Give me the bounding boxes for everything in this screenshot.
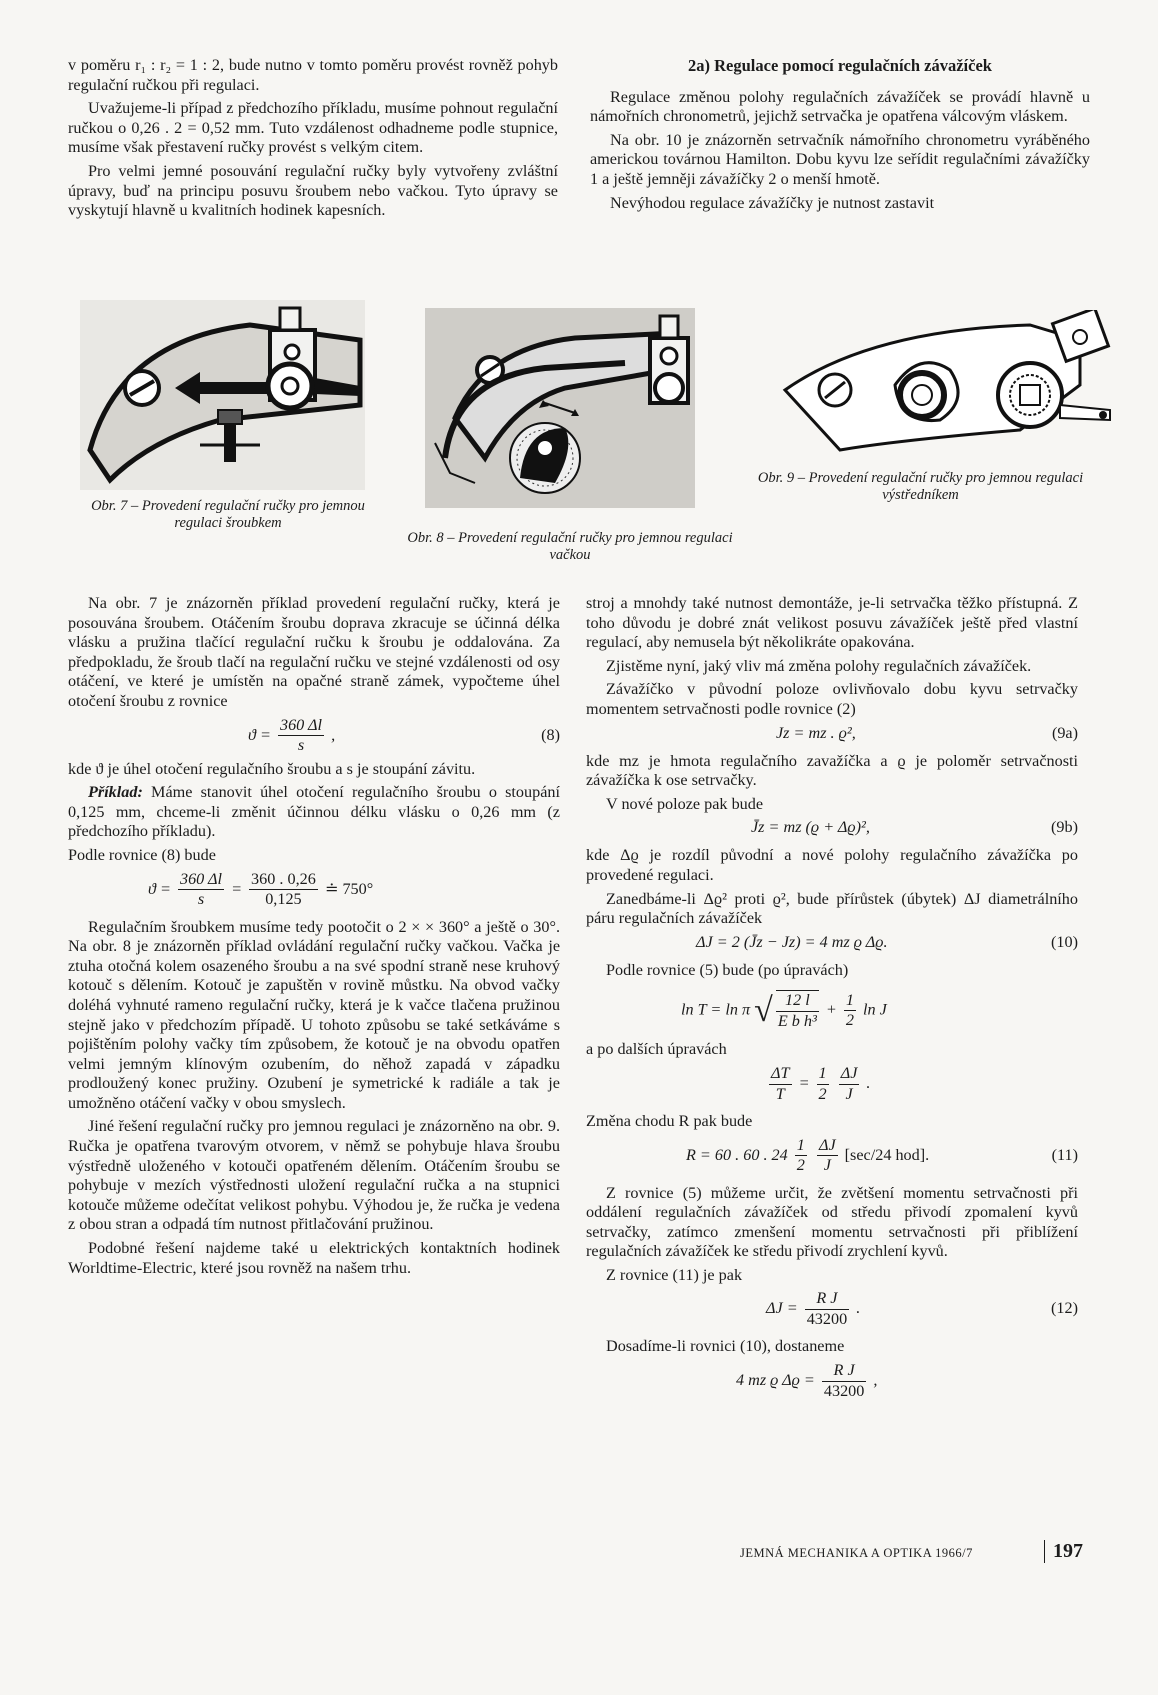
denominator: s [297,736,305,755]
figure-7-image [80,300,365,490]
equation-number: (9a) [1051,723,1078,742]
fraction [839,1064,860,1104]
paragraph: Podobné řešení najdeme také u elektrických kontaktních hodinek Worldtime-Electric, které jsou rovněž na našem trhu. [68,1239,560,1277]
equation-number: (10) [1051,932,1078,951]
numerator: ΔJ [839,1064,860,1085]
numerator: 360 . 0,26 [249,870,318,891]
fraction [817,1064,829,1104]
denominator: E b h³ [777,1011,817,1030]
eq-plus: + [825,1000,837,1019]
figure-9-image [780,310,1120,460]
paragraph: Uvažujeme-li případ z předchozího příkladu, musíme pohnout regulační ručkou o 0,26 . 2 = 0,52 mm. Tuto vzdálenost odhadneme podle stupnice, musíme však přestavení ručky provést s velkým citem. [68,99,558,157]
paragraph: Podle rovnice (8) bude [68,845,216,864]
paragraph: stroj a mnohdy také nutnost demontáže, je-li setrvačka těžko přístupná. Z toho důvodu je dobré znát velikost posuvu závažíček ještě před vlastní regulací, aby nemusela být několikráte opakována. [586,594,1078,652]
figure-9-caption: Obr. 9 – Provedení regulační ručky pro jemnou regulaci výstředníkem [757,470,1084,503]
eq-tail: , [873,1370,878,1389]
denominator: 43200 [806,1310,848,1329]
paragraph: Zjistěme nyní, jaký vliv má změna polohy regulačních závažíček. [606,656,1032,675]
section-heading: 2a) Regulace pomocí regulačních závažíček [688,56,992,75]
numerator: R J [822,1361,866,1382]
denominator: 2 [796,1156,805,1175]
paragraph: kde mz je hmota regulačního zavažíčka a ϱ je poloměr setrvačnosti závažíčka k ose setrvačky. [586,751,1078,790]
paragraph: Nevýhodou regulace závažíčky je nutnost zastavit [610,193,935,212]
paragraph: V nové poloze pak bude [606,794,764,813]
denominator: s [197,890,205,909]
eq-lhs: 4 mz ϱ Δϱ = [736,1370,815,1389]
equation-9b [586,818,1078,842]
paragraph: Z rovnice (11) je pak [606,1265,743,1284]
paragraph: Regulačním šroubkem musíme tedy pootočit o 2 × × 360° a ještě o 30°. Na obr. 8 je znázorněn příklad ovládání regulační ručky vačkou. Vačka je ztuha otočná kolem osazeného šroubu a na své spodní straně nese kruhový kotouč s dělením. Kotouč je zapuštěn v rovině můstku. Na obvod vačky doléhá vyhnuté rameno regulační ručky, která je k vačce tlačena pružinou stejně jako v předchozím případě. U tohoto způsobu se také setkáváme s pojištěním polohy vačky tím způsobem, že kotouč je na obvodu opatřen velmi jemným klínovým ozubením, do něhož zapadá v západku prodloužený konec pružiny. Ozubení je symetrické k radiále a tak je umožněno otáčení vačky v obou smyslech. [68,917,560,1112]
equation-number: (12) [1051,1299,1078,1318]
eq-lhs: R = 60 . 60 . 24 [686,1145,788,1164]
fraction [817,1136,838,1176]
eq-sign: = [798,1073,810,1092]
figure-7-caption: Obr. 7 – Provedení regulační ručky pro jemnou regulaci šroubkem [91,498,365,531]
fraction [178,870,224,910]
paragraph: Na obr. 10 je znázorněn setrvačník námořního chronometru vyráběného americkou továrnou Hamilton. Dobu kyvu lze seřídit regulačními závažíčky 1 a ještě jemněji závažíčky 2 o menší hmotě. [590,130,1090,188]
equation-number: (9b) [1051,818,1078,837]
denominator: 43200 [823,1381,865,1400]
equation-calc [68,870,560,914]
denominator: 2 [818,1084,827,1103]
paragraph: v poměru r₁ : r₂ = 1 : 2, bude nutno v tomto poměru provést rovněž pohyb regulační ručkou při regulaci. [68,56,558,94]
eq-lhs: ϑ = [148,879,171,898]
equation-dt [586,1064,1078,1108]
equation-12 [586,1289,1078,1333]
eq-tail: , [331,725,336,744]
denominator: T [775,1084,785,1103]
paragraph: kde Δϱ je rozdíl původní a nové polohy regulačního závažíčka po provedené regulaci. [586,846,1078,884]
equation-number: (8) [541,725,560,744]
paragraph [68,783,560,842]
numerator: ΔT [769,1064,792,1085]
numerator: R J [805,1289,849,1310]
paragraph: Z rovnice (5) můžeme určit, že zvětšení momentu setrvačnosti při oddálení regulačních závažíček od středu přivodí zpomalení kyvů setrvačky, zatímco zmenšení momentu setrvačnosti při přiblížení regulačních závažíček ke středu přivodí zrychlení kyvů. [586,1183,1078,1261]
paragraph: Jiné řešení regulační ručky pro jemnou regulaci je znázorněno na obr. 9. Ručka je opatřena tvarovým otvorem, v němž se pohybuje hlava šroubu výstředně uloženého v kotouči opatřeném dělením. Otáčením šroubu se pohybuje v mezích výstřednosti uložení regulační ručka a na stupnici kotouče můžeme odečítat velikost pohybu. Výhodou je, že ručka je vedena z obou stran a odpadá tím nutnost přitlačování pružinou. [68,1117,560,1234]
numerator: 12 l [776,991,819,1012]
denominator: J [823,1156,831,1175]
paragraph: Regulace změnou polohy regulačních závažíček se provádí hlavně u námořních chronometrů, jejichž setrvačka je opatřena válcovým vláskem. [590,87,1090,126]
numerator: 1 [844,991,856,1012]
bottom-left-column [68,594,560,1282]
eq-lhs: ϑ = [248,725,271,744]
eq-body: ΔJ = 2 (J̄z − Jz) = 4 mz ϱ Δϱ. [696,932,888,951]
paragraph: Zanedbáme-li Δϱ² proti ϱ², bude přírůstek (úbytek) ΔJ diametrálního páru regulačních závažíček [586,889,1078,928]
paragraph: Pro velmi jemné posouvání regulační ručky byly vytvořeny zvláštní úpravy, buď na principu posuvu šroubem nebo vačkou. Tyto úpravy se vyskytují hlavně u kvalitních hodinek kapesních. [68,161,558,220]
numerator: 360 Δl [278,716,324,737]
eq-body: J̄z = mz (ϱ + Δϱ)², [751,818,870,837]
numerator: 1 [795,1136,807,1157]
denominator: 0,125 [265,890,302,909]
eq-tail: . [856,1299,861,1318]
bottom-right-column [586,594,1078,1409]
equation-11 [586,1136,1078,1180]
paragraph: a po dalších úpravách [586,1040,727,1059]
eq-tail: . [866,1073,871,1092]
paragraph: kde ϑ je úhel otočení regulačního šroubu a s je stoupání závitu. [68,759,476,778]
numerator: 360 Δl [178,870,224,891]
eq-result: ≐ 750° [324,879,374,898]
paragraph: Na obr. 7 je znázorněn příklad provedení regulační ručky, která je posouvána šroubem. Otáčením šroubu doprava zkracuje se účinná délka vlásku a pružina tlačící regulační ručku k šroubu je oddalována. Za předpokladu, že šroub tlačí na regulační ručku ve stejné vzdálenosti od osy otáčení, ve které je umístěn na opačné straně zámek, vypočteme úhel otočení šroubu z rovnice [68,594,560,710]
equation-9a [586,724,1078,748]
equation-number: (11) [1051,1145,1078,1164]
fraction [278,716,324,756]
fraction [769,1064,792,1104]
figure-8-image [425,308,695,508]
top-left-column [68,56,558,225]
equation-8 [68,716,560,756]
fraction [844,991,856,1031]
paragraph: Závažíčko v původní poloze ovlivňovalo dobu kyvu setrvačky momentem setrvačnosti podle rovnice (2) [586,680,1078,718]
eq-tail: ln J [863,1000,887,1019]
journal-footer: JEMNÁ MECHANIKA A OPTIKA 1966/7 [740,1546,973,1560]
numerator: ΔJ [817,1136,838,1157]
paragraph: Dosadíme-li rovnici (10), dostaneme [606,1337,845,1356]
example-label: Příklad: [88,783,143,802]
eq-tail: [sec/24 hod]. [844,1145,930,1164]
denominator: J [845,1084,853,1103]
eq-sign: = [231,879,242,898]
top-right-column [590,56,1090,217]
fraction [249,870,318,910]
eq-lhs: ln T = ln π [681,1000,751,1019]
fraction [776,990,819,1031]
fraction [805,1289,849,1329]
fraction [795,1136,807,1176]
paragraph: Podle rovnice (5) bude (po úpravách) [606,960,849,979]
eq-lhs: ΔJ = [766,1299,798,1318]
fraction [822,1361,866,1401]
denominator: 2 [845,1011,854,1030]
numerator: 1 [817,1064,829,1085]
figure-8-caption: Obr. 8 – Provedení regulační ručky pro jemnou regulaci vačkou [407,530,733,563]
equation-last [586,1361,1078,1405]
paragraph: Změna chodu R pak bude [586,1111,753,1130]
equation-ln [586,984,1078,1036]
example-text: Máme stanovit úhel otočení regulačního šroubu o stoupání 0,125 mm, chceme-li změnit účinnou délku vlásku o 0,26 mm (z předchozího příkladu). [68,783,560,841]
eq-body: Jz = mz . ϱ², [776,723,856,742]
sqrt-sign: √ [754,992,773,1030]
equation-10 [586,933,1078,957]
page-number: 197 [1044,1540,1083,1563]
